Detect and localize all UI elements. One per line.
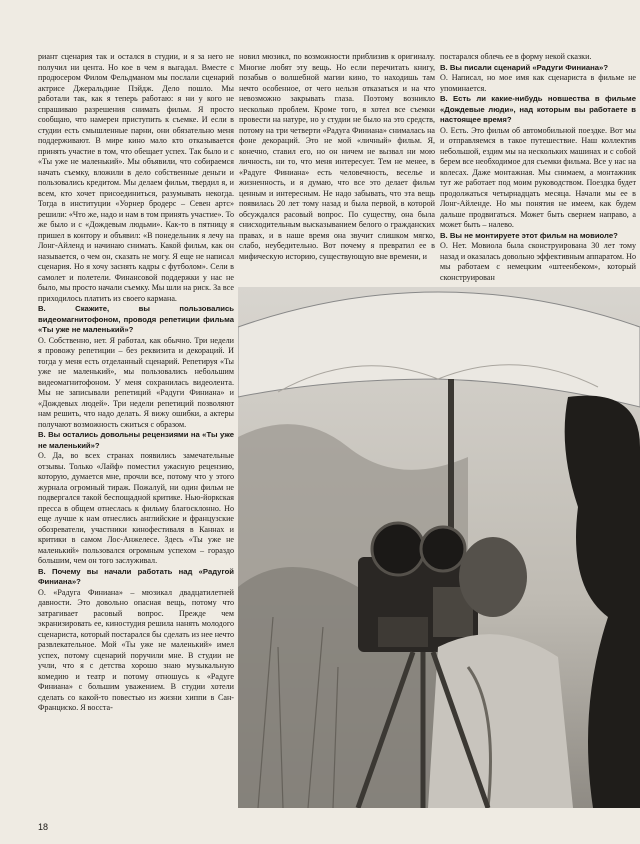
interview-paragraph: О. Нет. Мовиола была сконструирована 30 лет тому назад и оказалась довольно эффективным аппаратом. Но мы работаем с немецким «штеенбеком», который сконструирован <box>440 241 636 282</box>
interview-paragraph: О. «Радуга Финиана» – мюзикал двадцатилетней давности. Это довольно опасная вещь, потому что затрагивает расовый вопрос. Прежде чем экранизировать ее, киностудия решила нанять молодого сценариста, который постарался бы сделать из нее нечто развлекательное. Мой «Ты уже не маленький» имел успех, потому сценарий поручили мне. В студии не учли, что я с детства хорошо знаю музыкальную комедию и театр и потому отношусь к «Радуге Финиана» с большим уважением. В студии хотели сделать со какой-то повестью из жизни хиппи в Сан-Франциско. Я восста- <box>38 587 234 712</box>
interview-question: В. Скажите, вы пользовались видеомагнитофоном, проводя репетиции фильма «Ты уже не маленький»? <box>38 304 234 334</box>
interview-paragraph: О. Да, во всех странах появились замечательные отзывы. Только «Лайф» поместил ужасную рецензию, которую, думается мне, прочли все, потому что у этого журнала огромный тираж. Пожалуй, ни один фильм не подвергался такой беспощадной критике. Нью-йоркская пресса в общем отнеслась к фильму благосклонно. Но еще лучше к нам отнеслись английские и французские обозреватели, участники кинофестиваля в Каннах и критики в самом Лос-Анжелесе. Здесь «Ты уже не маленький» пользовался огромным успехом – гораздо большим, чем он того заслуживал. <box>38 451 234 565</box>
interview-question: В. Есть ли какие-нибудь новшества в фильме «Дождевые люди», над которым вы работаете в настоящее время? <box>440 94 636 124</box>
interview-paragraph: риант сценария так и остался в студии, и я за него не получил ни цента. Но кое в чем я выгадал. Вместе с продюсером Филом Фельдманом мы послали сценарий актрисе Джеральдине Пэйдж. Дело пошло. Мы работали так, как я теперь работаю: я ни у кого не спрашиваю разрешения снимать фильм. Я просто сообщаю, что намерен приступить к съемке. И если в студии есть смышленные парни, они обязательно меня поддерживают. В мире кино мало кто отказывается принять участие в том, что обещает успех. Так было и с «Ты уже не маленький». Мы объявили, что собираемся начать съемку, вложили в дело собственные деньги и пользовались кредитом. Мы делаем фильм, твердил я, и всем, кто хочет присоединиться, разумывать некогда. Тогда в институции «Уорнер бродерс – Севен артс» решили: «Что же, надо и нам в том принять участие». То же было и с «Дождевым людьми». Как-то в пятницу я пришел в контору и объявил: «В понедельник я лечу на Лонг-Айленд и начинаю снимать. Какой фильм, как он называется, о чем он, сказать не могу. Я еще не написал сценария. Но я хочу заснять кадры с футболом». Сели в самолет и полетели. Финансовой поддержки у нас не было, мы просто начали съемку. Мы шли на риск. За все приходилось платить из своего кармана. <box>38 52 234 303</box>
interview-paragraph: О. Написал, но мое имя как сценариста в фильме не упоминается. <box>440 73 636 93</box>
page-number: 18 <box>38 822 49 832</box>
interview-paragraph: О. Есть. Это фильм об автомобильной поездке. Вот мы и отправляемся в такое путешествие. Наш коллектив небольшой, ездим мы на нескольких машинах и с собой берем все необходимое для съемки фильма. Все у нас на колесах. Даже монтажная. Мы снимаем, а монтажник тут же работает под моим руководством. Поездка будет продолжаться четырнадцать месяца. Начали мы ее в Лонг-Айленде. Но мы понятия не имеем, как будем дальше продвигаться. Может быть свернем направо, а может быть – налево. <box>440 125 636 229</box>
interview-question: В. Вы не монтируете этот фильм на мовиоле? <box>440 230 618 240</box>
film-set-photo <box>238 287 640 808</box>
interview-paragraph: новил мюзикл, по возможности приблизив к оригиналу. Многие любят эту вещь. Но если перечитать книгу, позабыв о волшебной магии кино, то находишь там нечто особенное, от чего нельзя отказаться и на что невозможно закрывать глаза. Поэтому возникло несколько проблем. Кроме того, я хотел все съемки провести на натуре, но у студии не было на это средств, потому на три четверти «Радуга Финиана» снималась на фоне декораций. Это не мой «личный» фильм. Я, конечно, ставил его, но он ничем не вызвал ни мою личность, ни то, что меня интересует. Тем не менее, в «Радуге Финиана» есть человечность, веселье и жизненность, и я думаю, что все это делает фильм ценным и интересным. Не надо забывать, что эта вещь появилась 20 лет тому назад и была первой, в которой обсуждался расовый вопрос. По существу, она была снисходительным высказыванием белого о гражданских правах, и в наше время она звучит слишком мягко, слабо, неубедительно. Вот почему я превратил ее в мифическую историю, существующую вне времени, и <box>239 52 435 261</box>
interview-paragraph: постарался облечь ее в форму некой сказки. <box>440 52 592 61</box>
interview-question: В. Вы остались довольны рецензиями на «Ты уже не маленький»? <box>38 430 234 450</box>
movie-camera <box>358 523 478 652</box>
interview-paragraph: О. Собственно, нет. Я работал, как обычно. Три недели я провожу репетиции – без реквизита и декораций. И тогда у меня есть отделанный сценарий. Репетируя «Ты уже не маленький», мы пользовались небольшим видеомагнитофоном. У меня сохранилась видеолента. Мы не записывали репетиций «Радуги Финиана» и «Дождевых людей». Три недели репетиций позволяют нам решить, что надо делать. Я вижу ошибки, а актеры получают возможность сжиться с образом. <box>38 335 234 429</box>
interview-question: В. Почему вы начали работать над «Радугой Финиана»? <box>38 566 234 586</box>
photo-illustration <box>238 287 640 808</box>
text-column-left <box>38 52 234 824</box>
text-column-right <box>440 52 636 285</box>
interview-question: В. Вы писали сценарий «Радуги Финиана»? <box>440 62 609 72</box>
text-column-middle <box>239 52 435 285</box>
